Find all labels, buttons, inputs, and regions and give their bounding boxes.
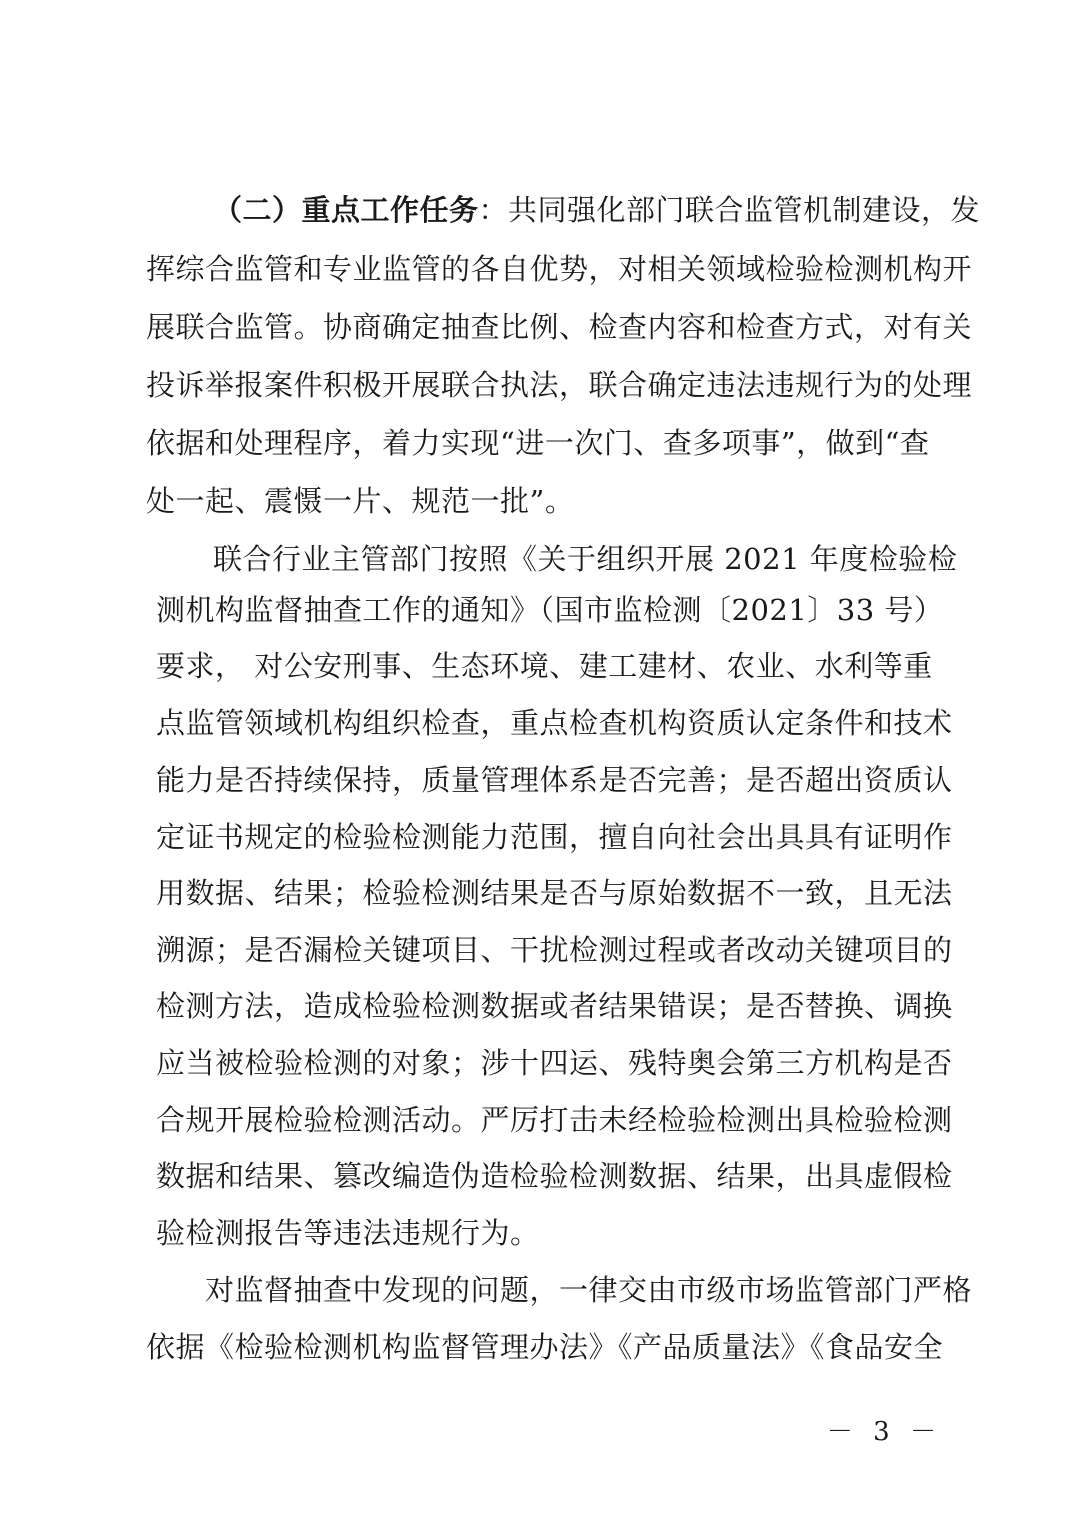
para2-line-2: 测机构监督抽查工作的通知》（国市监检测〔2021〕33 号） [156,593,944,627]
para3-line-1: 对监督抽查中发现的问题，一律交由市级市场监管部门严格 [205,1273,973,1307]
para2-line-11: 合规开展检验检测活动。严厉打击未经检验检测出具检验检测 [156,1103,953,1137]
para1-line-6: 处一起、震慑一片、规范一批”。 [146,484,575,518]
para2-line-13: 验检测报告等违法违规行为。 [156,1216,540,1250]
para2-line-6: 定证书规定的检验检测能力范围，擅自向社会出具具有证明作 [156,820,953,854]
para2-line-7: 用数据、结果；检验检测结果是否与原始数据不一致，且无法 [156,876,953,910]
para2-line-9: 检测方法，造成检验检测数据或者结果错误；是否替换、调换 [156,989,953,1023]
para1-line-5: 依据和处理程序，着力实现“进一次门、查多项事”，做到“查 [146,426,930,460]
section-heading: （二）重点工作任务 [213,193,479,227]
para1-line-1-text: ：共同强化部门联合监管机制建设，发 [478,193,981,227]
para2-line-5: 能力是否持续保持，质量管理体系是否完善；是否超出资质认 [156,763,953,797]
para2-line-10: 应当被检验检测的对象；涉十四运、残特奥会第三方机构是否 [156,1046,953,1080]
para3-line-2: 依据《检验检测机构监督管理办法》《产品质量法》《食品安全 [146,1330,944,1364]
para1-line-3: 展联合监管。协商确定抽查比例、检查内容和检查方式，对有关 [146,310,973,344]
para1-line-4: 投诉举报案件积极开展联合执法，联合确定违法违规行为的处理 [146,368,973,402]
para2-line-4: 点监管领域机构组织检查，重点检查机构资质认定条件和技术 [156,706,953,740]
para2-line-12: 数据和结果、篡改编造伪造检验检测数据、结果，出具虚假检 [156,1159,953,1193]
para1-line-2: 挥综合监管和专业监管的各自优势，对相关领域检验检测机构开 [146,252,973,286]
page-number: － 3 － [826,1417,942,1447]
para2-line-8: 溯源；是否漏检关键项目、干扰检测过程或者改动关键项目的 [156,933,953,967]
para2-line-3: 要求， 对公安刑事、生态环境、建工建材、农业、水利等重 [156,649,933,683]
para2-line-1: 联合行业主管部门按照《关于组织开展 2021 年度检验检 [213,542,958,576]
para1-line-1 [213,190,980,230]
